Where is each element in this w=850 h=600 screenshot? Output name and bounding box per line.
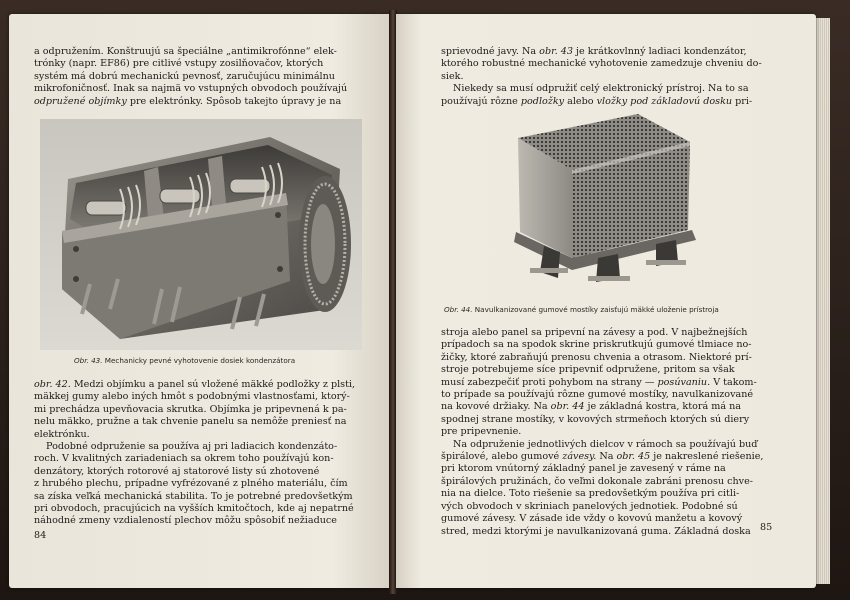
text-line: stroja alebo panel sa pripevní na závesy a pod. V najbežnejších [441,327,748,338]
text-line: pri obvodoch, pracujúcich na vyšších kmitočtoch, kde aj nepatrné [34,503,354,515]
text-span: je nakreslené riešenie, [650,451,764,463]
figure-43-caption [74,356,295,365]
text-span: pre elektrónky. Spôsob takejto úpravy je na [126,95,342,107]
page-number-right: 85 [760,522,773,533]
text-line: to prípade sa používajú rôzne gumové mostíky, navulkanizované [441,389,754,401]
emphasis: závesy. [562,451,597,463]
right-paragraph-top [441,46,767,108]
left-paragraph-mid [34,379,362,528]
text-line: siek. [441,70,464,82]
text-line: ktorého robustné mechanické vyhotovenie zamedzuje chveniu do- [441,58,762,70]
text-line: stred, medzi ktorými je navulkanizovaná guma. Základná doska [441,525,751,537]
text-line [34,96,362,108]
text-line: roch. V kvalitných zariadeniach sa okrem toho používajú kon- [34,453,334,465]
text-line: náhodné zmeny vzdialeností plechov môžu spôsobiť nežiaduce [34,515,337,527]
text-line: Na odpruženie jednotlivých dielcov v rámoch sa používajú buď [453,438,758,450]
text-line: vých obvodoch v skriniach panelových jednotiek. Podobné sú [441,500,738,512]
chassis-photo [500,108,700,286]
text-span: alebo [564,95,597,107]
right-paragraph-mid [441,327,767,538]
text-line: trónky (napr. EF86) pre citlivé vstupy zosilňovačov, ktorých [34,58,324,70]
caption-number: Obr. 44. [444,305,473,314]
text-line: nelu mäkko, pružne a tak chvenie panelu sa nemôže preniesť na [34,416,347,428]
text-line: spodnej strane mostíky, v kovových strmeňoch ktorých sú diery [441,413,750,425]
text-line: žičky, ktoré zabraňujú prenosu chvenia a otrasom. Niektoré prí- [441,351,752,363]
capacitor-photo [40,119,362,350]
text-line [441,401,767,413]
text-line [34,379,362,391]
text-span: špirálové, alebo gumové [441,451,563,463]
text-line: systém má dobrú mechanickú pevnosť, zaručujúcu minimálnu [34,70,335,82]
text-line: pri ktorom vnútorný základný panel je zavesený v ráme na [441,463,726,475]
text-line [441,377,767,389]
text-line: Podobné odpruženie sa používa aj pri ladiacich kondenzáto- [46,441,338,453]
text-span: V takom- [710,376,757,388]
emphasis: vložky pod základovú dosku [596,95,733,107]
text-line: gumové závesy. V zásade ide vždy o kovovú manžetu a kovový [441,513,743,525]
text-line: z hrubého plechu, prípadne vyfrézované z plného materiálu, čím [34,478,348,490]
caption-number: Obr. 43. [74,356,103,365]
text-line: mi prechádza upevňovacia skrutka. Objímka je pripevnená k pa- [34,403,347,415]
text-span: na kovové držiaky. Na [441,401,551,413]
figure-44-caption [444,305,719,314]
page-number-left: 84 [34,530,47,541]
text-span: musí zabezpečiť proti pohybom na strany — [441,376,658,388]
text-line: a odpružením. Konštruujú sa špeciálne „antimikrofónne“ elek- [34,46,337,57]
text-span: sprievodné javy. Na [441,46,540,57]
text-line: špirálových pružinách, čo veľmi dokonale zabráni prenosu chve- [441,475,754,487]
emphasis: obr. 44 [550,401,585,413]
text-span: je krátkovlnný ladiaci kondenzátor, [572,46,747,57]
text-line: mäkkej gumy alebo iných hmôt s podobnými vlastnosťami, ktorý- [34,391,350,403]
emphasis: obr. 45 [616,451,651,463]
text-span: je základná kostra, ktorá má na [584,401,741,413]
text-line: nia na dielce. Toto riešenie sa predovšetkým používa pri citli- [441,488,740,500]
text-span: Medzi objímku a panel sú vložené mäkké podložky z plsti, [70,379,356,390]
text-line: elektrónku. [34,428,90,440]
text-span: používajú rôzne [441,95,521,107]
text-span: pri- [732,95,753,107]
text-line: denzátory, ktorých rotorové aj statorové listy sú zhotovené [34,465,320,477]
text-line: pre pripevnenie. [441,426,522,438]
text-line [441,46,767,58]
emphasis: podložky [520,95,565,107]
emphasis: obr. 42. [34,379,71,390]
emphasis: odpružené objímky [34,95,127,107]
text-line [441,451,767,463]
text-line: mikrofoničnosť. Inak sa najmä vo vstupných obvodoch používajú [34,83,348,95]
emphasis: obr. 43 [539,46,573,57]
page-edges [816,18,830,584]
left-paragraph-top [34,46,362,108]
text-line: prípadoch sa na spodok skrine priskrutkujú gumové tlmiace no- [441,339,752,351]
caption-text: Navulkanizované gumové mostíky zaisťujú mäkké uloženie prístroja [472,305,719,314]
caption-text: Mechanicky pevné vyhotovenie dosiek kondenzátora [102,356,296,365]
emphasis: posúvaniu. [657,376,711,388]
text-line [441,96,767,108]
text-span: Na [596,451,617,463]
text-line: sa získa veľká mechanická stabilita. To je potrebné predovšetkým [34,490,353,502]
text-line: Niekedy sa musí odpružiť celý elektronický prístroj. Na to sa [453,83,749,95]
text-line: stroje potrebujeme síce pripevniť odpružene, pritom sa však [441,364,735,376]
